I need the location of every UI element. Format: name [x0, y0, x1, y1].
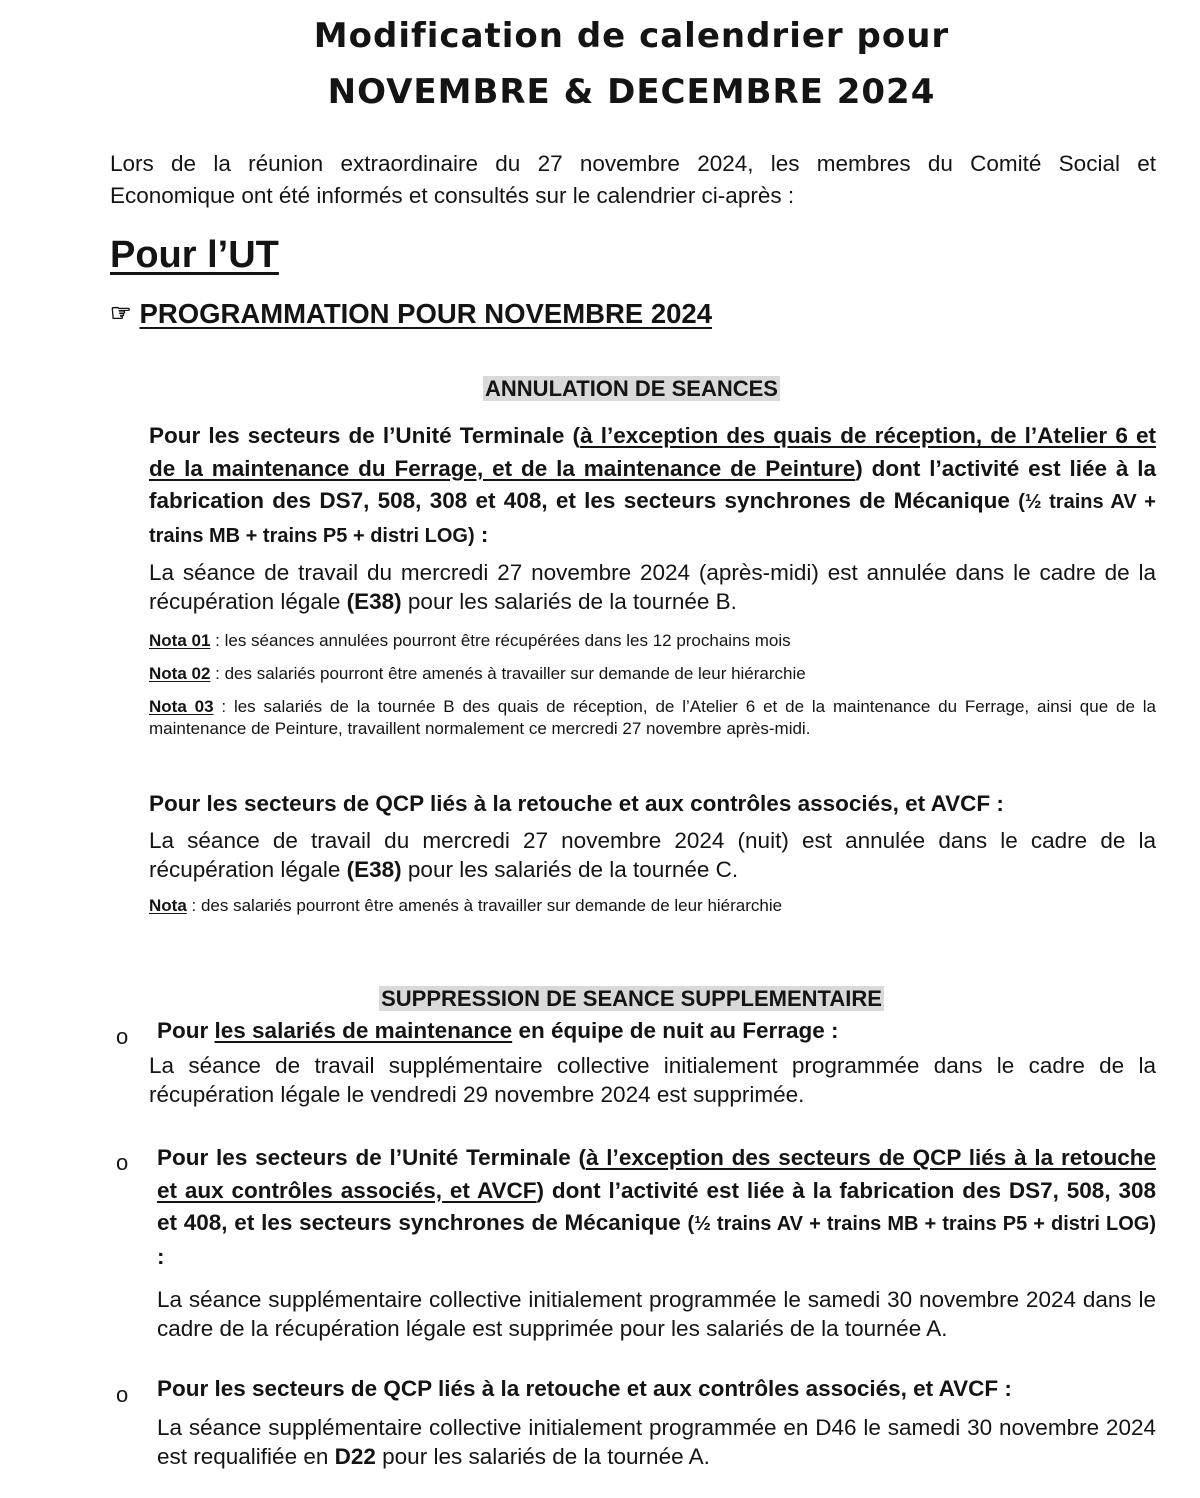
item2-exception-text: à l’exception des secteurs de QCP liés à la retouche et aux contrôles associés, et AVCF: [157, 1145, 1156, 1203]
block1-small-text: (½ trains AV + trains MB + trains P5 + distri LOG): [149, 491, 1156, 547]
block2-nota-text: : des salariés pourront être amenés à travailler sur demande de leur hiérarchie: [186, 896, 783, 915]
suppression-heading-wrap: [0, 986, 1200, 1012]
annulation-block2-lead: Pour les secteurs de QCP liés à la retouche et aux contrôles associés, et AVCF :: [149, 791, 1004, 816]
intro-paragraph: [110, 148, 1156, 212]
suppression-item2-lead: [157, 1142, 1156, 1273]
item1-underlined: les salariés de maintenance: [214, 1018, 513, 1043]
item2-end-text: :: [157, 1243, 165, 1269]
item3-body-pre: La séance supplémentaire collective initialement programmée en D46 le samedi 30 novembre 2024 est requalifiée en: [157, 1415, 1156, 1469]
nota-03-label: Nota 03: [149, 697, 214, 716]
nota-03-text: : les salariés de la tournée B des quais de réception, de l’Atelier 6 et de la maintenance du Ferrage, ainsi que de la maintenance de Peinture, travaillent normalement ce mercredi 27 novembre après-midi.: [149, 697, 1156, 738]
block2-nota-label: Nota: [149, 896, 187, 915]
suppression-item1-body: La séance de travail supplémentaire collective initialement programmée dans le cadre de la récupération légale le vendredi 29 novembre 2024 est supprimée.: [149, 1053, 1156, 1107]
item2-rest-text: ) dont l’activité est liée à la fabrication des DS7, 508, 308 et 408, et les secteurs synchrones de Mécanique: [157, 1177, 1156, 1235]
bullet-3: o: [116, 1382, 129, 1407]
nota-01: [149, 630, 1156, 652]
suppression-item3-lead: Pour les secteurs de QCP liés à la retouche et aux contrôles associés, et AVCF :: [157, 1376, 1012, 1401]
block2-body-code: (E38): [346, 857, 402, 882]
block1-body-post: pour les salariés de la tournée B.: [401, 589, 737, 614]
block2-body-post: pour les salariés de la tournée C.: [401, 857, 739, 882]
block1-exception-text: à l’exception des quais de réception, de l’Atelier 6 et de la maintenance du Ferrage, et de la maintenance de Peinture: [149, 423, 1156, 481]
bullet-1: o: [116, 1024, 129, 1049]
suppression-heading: SUPPRESSION DE SEANCE SUPPLEMENTAIRE: [381, 986, 882, 1011]
annulation-block1-lead: [149, 420, 1156, 552]
annulation-heading-wrap: [0, 376, 1200, 402]
block1-lead-text: Pour les secteurs de l’Unité Terminale (: [149, 423, 581, 448]
block1-body-code: (E38): [346, 589, 402, 614]
annulation-block2-body: [149, 826, 1156, 884]
intro-line2: Economique ont été informés et consultés sur le calendrier ci-après :: [110, 183, 795, 208]
annulation-block1-body: [149, 558, 1156, 616]
document-title-line2: NOVEMBRE & DECEMBRE 2024: [327, 72, 936, 112]
annulation-heading: ANNULATION DE SEANCES: [485, 376, 778, 401]
item1-pre: Pour: [157, 1018, 215, 1043]
block1-rest-text: ) dont l’activité est liée à la fabrication des DS7, 508, 308 et 408, et les secteurs synchrones de Mécanique: [149, 455, 1156, 513]
nota-02-label: Nota 02: [149, 664, 211, 683]
suppression-item2-body: La séance supplémentaire collective initialement programmée le samedi 30 novembre 2024 dans le cadre de la récupération légale est supprimée pour les salariés de la tournée A.: [157, 1287, 1156, 1341]
program-heading-text: PROGRAMMATION POUR NOVEMBRE 2024: [139, 298, 712, 329]
program-heading: [110, 298, 712, 330]
bullet-2: o: [116, 1150, 129, 1175]
pointing-hand-icon: ☞: [110, 300, 132, 327]
document-title-line1: Modification de calendrier pour: [313, 16, 950, 56]
block2-nota: [149, 895, 1156, 917]
item3-body-post: pour les salariés de la tournée A.: [375, 1444, 710, 1469]
nota-03: [149, 696, 1156, 740]
item2-small-text: (½ trains AV + trains MB + trains P5 + distri LOG): [687, 1213, 1156, 1235]
nota-01-text: : les séances annulées pourront être récupérées dans les 12 prochains mois: [210, 631, 791, 650]
nota-02: [149, 663, 1156, 685]
item3-body-code: D22: [334, 1444, 376, 1469]
intro-line1: Lors de la réunion extraordinaire du 27 novembre 2024, les membres du Comité Social et: [110, 151, 1156, 176]
block1-end-text: :: [474, 521, 489, 547]
item1-post: en équipe de nuit au Ferrage :: [512, 1018, 839, 1043]
suppression-item3-body: [157, 1413, 1156, 1471]
nota-02-text: : des salariés pourront être amenés à travailler sur demande de leur hiérarchie: [210, 664, 806, 683]
item2-lead-text: Pour les secteurs de l’Unité Terminale (: [157, 1145, 586, 1170]
block2-body-pre: La séance de travail du mercredi 27 novembre 2024 (nuit) est annulée dans le cadre de la récupération légale: [149, 828, 1156, 882]
section-heading: Pour l’UT: [110, 234, 279, 276]
nota-01-label: Nota 01: [149, 631, 211, 650]
suppression-item1-lead: [157, 1018, 1164, 1044]
block1-body-pre: La séance de travail du mercredi 27 novembre 2024 (après-midi) est annulée dans le cadre de la récupération légale: [149, 560, 1156, 614]
